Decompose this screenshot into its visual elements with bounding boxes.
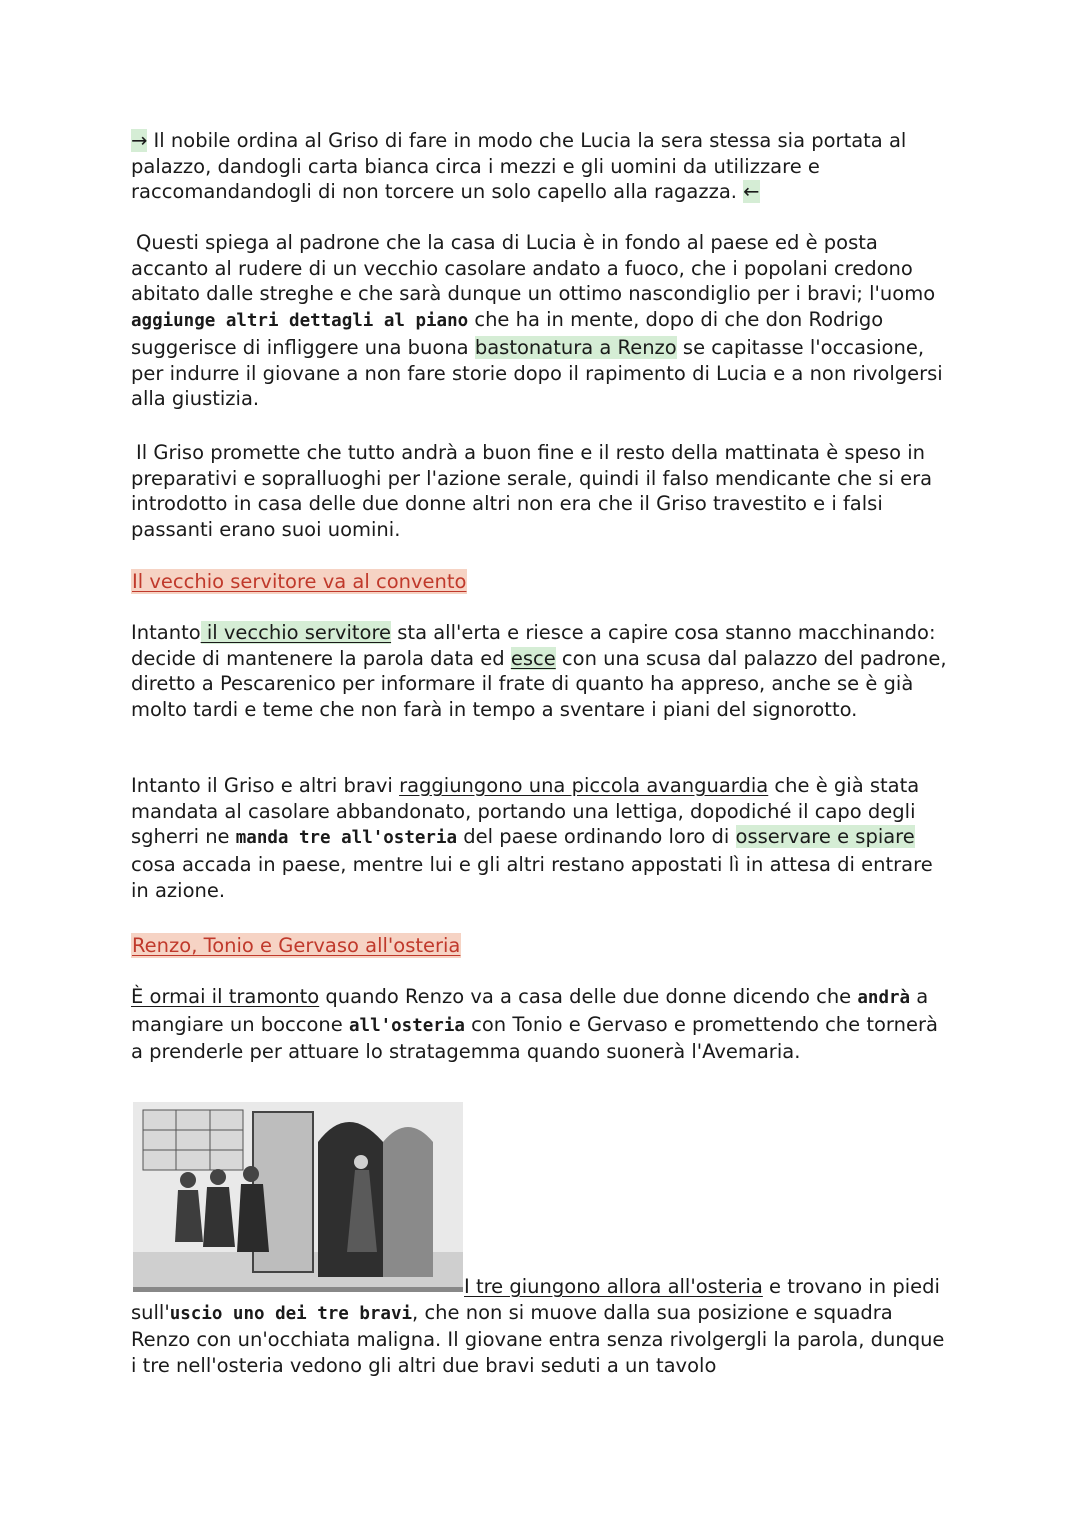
paragraph-avanguardia: Intanto il Griso e altri bravi raggiungono una piccola avanguardia che è già stata mandata al casolare abbandonato, portando una lettiga, dopodiché il capo degli sgherri ne manda tre all'osteria del paese ordinando loro di osservare e spiare cosa accada in paese, mentre lui e gli altri restano appostati lì in attesa di entrare in azione. <box>131 774 933 902</box>
section-heading-osteria: Renzo, Tonio e Gervaso all'osteria <box>132 934 461 957</box>
paragraph-griso-promette: Il Griso promette che tutto andrà a buon fine e il resto della mattinata è speso in preparativi e sopralluoghi per l'azione serale, quindi il falso mendicante che si era introdotto in casa delle due donne altri non era che il Griso travestito e i falsi passanti erano suoi uomini. <box>131 441 933 542</box>
section-heading-servitore: Il vecchio servitore va al convento <box>132 570 467 593</box>
paragraph-nobile-ordina: → Il nobile ordina al Griso di fare in modo che Lucia la sera stessa sia portata al palazzo, dandogli carta bianca circa i mezzi e gli uomini da utilizzare e raccomandandogli di non torcere un solo capello alla ragazza. ← <box>131 129 907 204</box>
arrow-end: ← <box>743 180 760 204</box>
paragraph-questi-spiega: Questi spiega al padrone che la casa di Lucia è in fondo al paese ed è posta accanto al rudere di un vecchio casolare andato a fuoco, che i popolani credono abitato dalle streghe e che sarà dunque un ottimo nascondiglio per i bravi; l'uomo aggiunge altri dettagli al piano che ha in mente, dopo di che don Rodrigo suggerisce di infliggere una buona bastonatura a Renzo se capitasse l'occasione, per indurre il giovane a non fare storie dopo il rapimento di Lucia e a non rivolgersi alla giustizia. <box>131 231 943 411</box>
paragraph-tre-giungono: I tre giungono allora all'osteria e trovano in piedi sull'uscio uno dei tre bravi, che non si muove dalla sua posizione e squadra Renzo con un'occhiata maligna. Il giovane entra senza rivolgergli la parola, dunque i tre nell'osteria vedono gli altri due bravi seduti a un tavolo <box>131 1275 945 1378</box>
paragraph-vecchio-servitore: Intanto il vecchio servitore sta all'erta e riesce a capire cosa stanno macchinando: decide di mantenere la parola data ed esce con una scusa dal palazzo del padrone, diretto a Pescarenico per informare il frate di quanto ha appreso, anche se è già molto tardi e teme che non farà in tempo a sventare i piani del signorotto. <box>131 621 947 722</box>
paragraph-tramonto: È ormai il tramonto quando Renzo va a casa delle due donne dicendo che andrà a mangiare un boccone all'osteria con Tonio e Gervaso e promettendo che tornerà a prenderle per attuare lo stratagemma quando suonerà l'Avemaria. <box>131 985 938 1064</box>
arrow-start: → <box>131 129 148 152</box>
engraving-illustration <box>133 1102 463 1292</box>
